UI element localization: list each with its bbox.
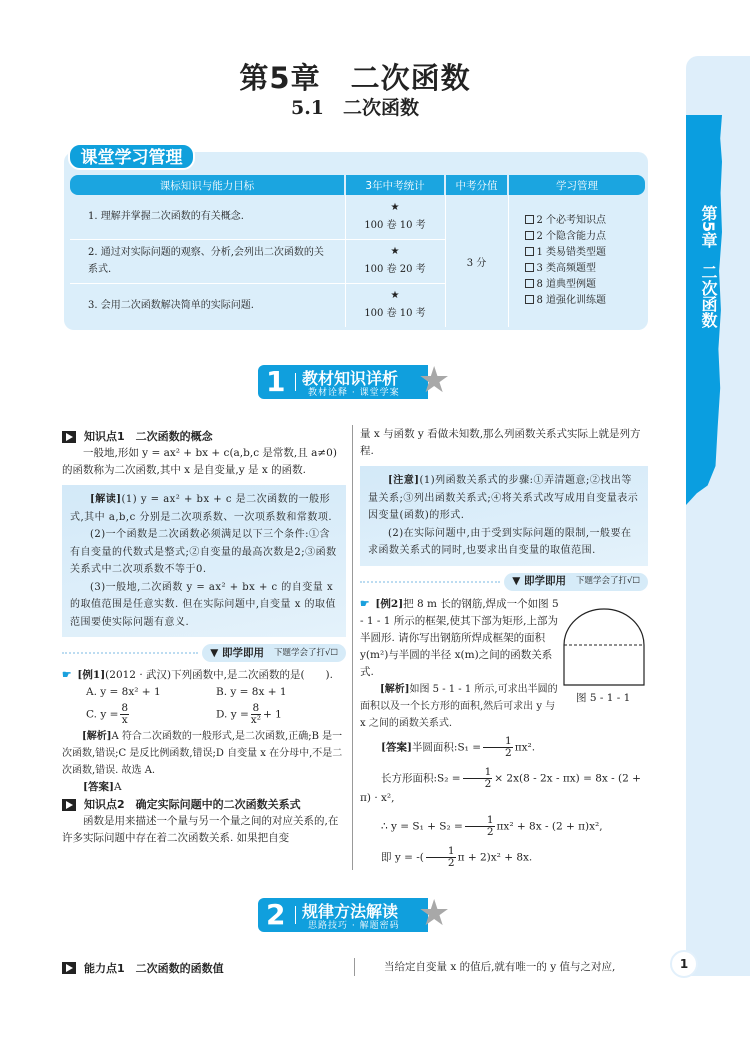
section-title: 5.1 二次函数	[290, 97, 420, 119]
example-1-analysis: [解析]A 符合二次函数的一般形式,是二次函数,正确;B 是一次函数,错误;C 是反比例函数,错误;D 自变量 x 在分母中,不是二次函数,错误. 故选 A.	[62, 731, 343, 776]
pointing-hand-icon: ☛	[360, 597, 370, 610]
knowledge-point-1-heading: 知识点1 二次函数的概念	[62, 428, 346, 445]
example-2-question: ☛ [例2]把 8 m 长的钢筋,焊成一个如图 5 - 1 - 1 所示的框架,使其下部为矩形,上部为半圆形. 请你写出钢筋所焊成框架的面积 y(m²)与半圆的半径 x(m)之间的函数关系式.	[360, 597, 559, 678]
goal-cell: 3. 会用二次函数解决简单的实际问题.	[70, 283, 345, 327]
play-icon	[62, 799, 76, 811]
score-cell: 3 分	[445, 195, 508, 327]
col-header: 中考分值	[445, 175, 508, 195]
banner-subtitle: 教材诠释 · 课堂学案	[308, 388, 400, 398]
ability-point-text: 当给定自变量 x 的值后,就有唯一的 y 值与之对应,	[384, 961, 616, 973]
answer-eq-3: ∴ y = S₁ + S₂ = $\frac{1}{2}$ πx² + 8x - (2 + π)x²,	[381, 813, 603, 838]
practice-bar: ▼ 即学即用 下题学会了打√☐	[360, 572, 648, 592]
checklist-item[interactable]: 1 类易错类型题	[525, 245, 646, 261]
stat-cell	[345, 195, 445, 239]
col-header: 3年中考统计	[345, 175, 445, 195]
answer-eq-1: [答案]半圆面积:S₁ = $\frac{1}{2}$ πx².	[381, 734, 536, 759]
table-row	[70, 195, 645, 239]
checkbox-icon[interactable]	[525, 247, 534, 256]
stat-cell	[345, 283, 445, 327]
management-tab: 课堂学习管理	[68, 143, 195, 170]
star-icon: ★	[390, 201, 400, 213]
goal-cell: 1. 理解并掌握二次函数的有关概念.	[70, 195, 345, 239]
answer-eq-2: 长方形面积:S₂ = $\frac{1}{2}$ × 2x(8 - 2x - πx) = 8x - (2 + π) · x²,	[360, 765, 641, 804]
banner-title: 教材知识详析	[302, 369, 399, 388]
option-d: D. y = $\frac{8}{\text{x²}}$ + 1	[216, 702, 282, 726]
column-divider	[354, 958, 355, 976]
option-c: C. y = $\frac{8}{x}$	[86, 702, 129, 726]
banner-title: 规律方法解读	[302, 902, 399, 921]
banner-number: 1	[266, 365, 286, 398]
star-icon: ★	[390, 290, 400, 302]
column-divider	[352, 425, 353, 870]
star-icon: ★	[418, 893, 451, 934]
checkbox-icon[interactable]	[525, 279, 534, 288]
stat-cell	[345, 239, 445, 283]
chapter-title: 第5章 二次函数	[239, 61, 471, 95]
star-icon: ★	[418, 360, 451, 401]
practice-bar: ▼ 即学即用 下题学会了打√☐	[62, 643, 346, 663]
example-1-answer: [答案]A	[83, 781, 122, 793]
option-b: B. y = 8x + 1	[216, 686, 287, 698]
example-2-analysis: [解析]如图 5 - 1 - 1 所示,可求出半圆的面积以及一个长方形的面积,然后可求出 y 与 x 之间的函数关系式.	[360, 683, 558, 729]
checklist-item[interactable]: 8 道强化训练题	[525, 293, 646, 309]
col-header: 学习管理	[508, 175, 645, 195]
kp2-continued: 量 x 与函数 y 看做未知数,那么列函数关系式实际上就是列方程.	[360, 428, 641, 457]
interpretation-box: [解读](1) y = ax² + bx + c 是二次函数的一般形式,其中 a,b,c 分别是二次项系数、一次项系数和常数项. (2)一个函数是二次函数必须满足以下三个条件:①含有自变量的代数式是整式;②自变量的最高次数是2;③函数关系式中二次项系数不等于0. (3)一般地,二次函数 y = ax² + bx + c 的自变量 x 的取值范围是任意实数. 但在实际问题中,自变量 x 的取值范围要使实际问题有意义.	[62, 485, 346, 637]
checkbox-icon[interactable]	[525, 231, 534, 240]
checkbox-icon[interactable]	[525, 263, 534, 272]
checkbox-icon[interactable]	[525, 295, 534, 304]
answer-eq-4: 即 y = -( $\frac{1}{2}$ π + 2)x² + 8x.	[381, 844, 533, 869]
stat-text: 100 卷 20 考	[364, 264, 426, 275]
checklist-item[interactable]: 2 个隐含能力点	[525, 229, 646, 245]
pointing-hand-icon: ☛	[62, 669, 72, 681]
section-banner-1	[258, 360, 453, 401]
page-number: 1	[670, 950, 698, 978]
stat-text: 100 卷 10 考	[364, 219, 426, 231]
management-table	[70, 175, 645, 327]
checklist-item[interactable]: 8 道典型例题	[525, 277, 646, 293]
section-banner-2	[258, 893, 453, 934]
figure-arch-frame	[562, 607, 646, 687]
option-a: A. y = 8x² + 1	[86, 686, 161, 698]
goal-cell: 2. 通过对实际问题的观察、分析,会列出二次函数的关系式.	[70, 239, 345, 283]
kp2-text: 函数是用来描述一个量与另一个量之间的对应关系的,在许多实际问题中存在着二次函数关系. 如果把自变	[62, 815, 339, 844]
knowledge-point-2-heading: 知识点2 确定实际问题中的二次函数关系式	[62, 796, 346, 813]
example-1-options	[62, 684, 346, 726]
checkbox-icon[interactable]	[525, 215, 534, 224]
star-icon: ★	[390, 246, 400, 257]
chapter-side-label: 第5章 二次函数	[699, 205, 718, 329]
banner-subtitle: 思路技巧 · 解题密码	[308, 921, 400, 931]
col-header: 课标知识与能力目标	[70, 175, 345, 195]
checklist-item[interactable]: 2 个必考知识点	[525, 213, 646, 229]
play-icon	[62, 962, 76, 974]
ability-point-1-heading: 能力点1 二次函数的函数值	[62, 960, 224, 976]
note-box: [注意](1)列函数关系式的步骤:①弄清题意;②找出等量关系;③列出函数关系式;④将关系式改写成用自变量表示因变量(函数)的形式. (2)在实际问题中,由于受到实际问题的限制,一般要在求函数关系式的同时,也要求出自变量的取值范围.	[360, 466, 648, 566]
kp1-text: 一般地,形如 y = ax² + bx + c(a,b,c 是常数,且 a≠0)的函数称为二次函数,其中 x 是自变量,y 是 x 的函数.	[62, 447, 337, 476]
banner-number: 2	[266, 898, 286, 931]
stat-text: 100 卷 10 考	[364, 308, 426, 320]
play-icon	[62, 431, 76, 443]
mastered-checkbox[interactable]: 下题学会了打√☐	[575, 576, 640, 586]
checklist-item[interactable]: 3 类高频题型	[525, 261, 646, 277]
figure-caption: 图 5 - 1 - 1	[576, 692, 631, 704]
mastered-checkbox[interactable]: 下题学会了打√☐	[273, 647, 338, 658]
checklist-cell	[508, 195, 645, 327]
example-1-question: ☛ [例1](2012 · 武汉)下列函数中,是二次函数的是( ).	[62, 669, 333, 681]
left-column	[62, 428, 346, 847]
